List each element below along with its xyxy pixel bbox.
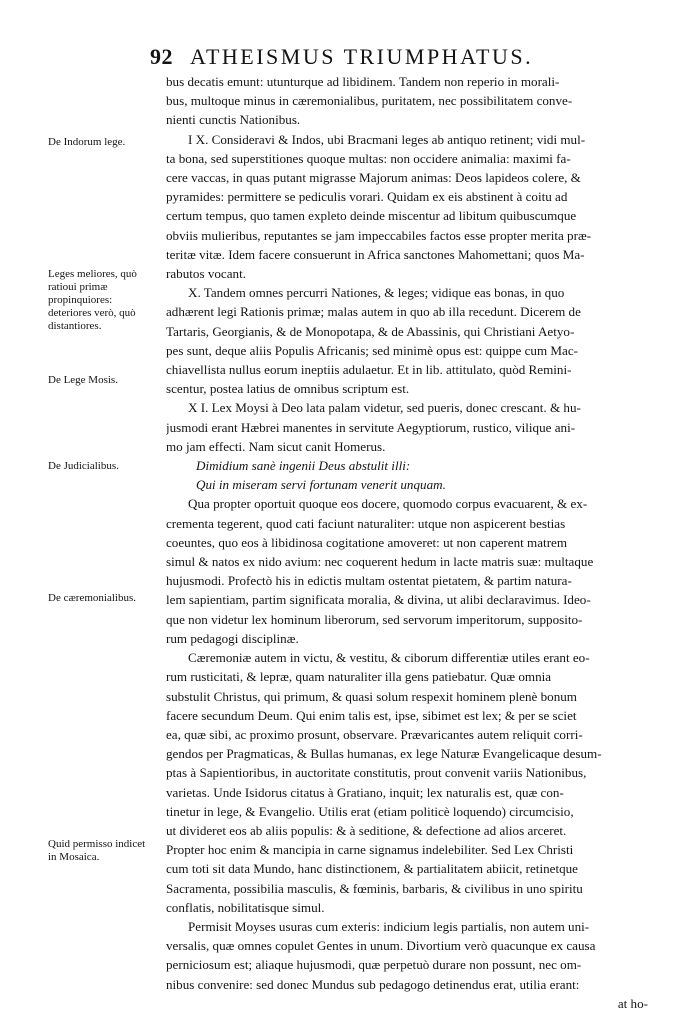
text-line: Sacramenta, possibilia masculis, & fœminis, barbaris, & civilibus in uno spiritu bbox=[166, 880, 583, 896]
text-line: ptas à Sapientioribus, in auctoritate constitutis, prout convenit variis Nationibus, bbox=[166, 765, 587, 781]
margin-note-judicialibus: De Judicialibus. bbox=[48, 460, 119, 472]
text-line: gendos per Pragmaticas, & Bullas humanas, ex lege Naturæ Evangelicaque desum- bbox=[166, 746, 602, 762]
text-line: I X. Consideravi & Indos, ubi Bracmani leges ab antiquo retinent; vidi mul- bbox=[188, 131, 586, 147]
text-line: cere vaccas, in quas putant migrasse Majorum animas: Deos lapideos colere, & bbox=[166, 170, 581, 186]
text-line: obviis mulieribus, reputantes se jam impeccabiles factos esse propter merita præ- bbox=[166, 227, 592, 243]
text-line: substulit Christus, qui primum, & quasi solum respexit hominem plenè bonum bbox=[166, 688, 577, 704]
body-text bbox=[166, 72, 648, 1013]
text-line: ta bona, sed superstitiones quoque multas: non occidere animalia: maximi fa- bbox=[166, 150, 571, 166]
text-line: nibus convenire: sed donec Mundus sub pedagogo detinendus erat, utilia erant: bbox=[166, 976, 580, 992]
text-line: chiavellista nullus eorum ineptiis adulaetur. Et in lib. attitulato, quòd Remini- bbox=[166, 362, 572, 378]
text-line: X I. Lex Moysi à Deo lata palam videtur, sed pueris, donec crescant. & hu- bbox=[188, 400, 581, 416]
margin-note-caeremonialibus: De cæremonialibus. bbox=[48, 592, 136, 604]
text-line: perniciosum est; aliaque hujusmodi, quæ perpetuò durare non possunt, nec om- bbox=[166, 957, 582, 973]
text-line: crementa tegerent, quod cati faciunt naturaliter: utque non aspicerent bestias bbox=[166, 515, 566, 531]
margin-note-indorum: De Indorum lege. bbox=[48, 136, 126, 148]
catchword: at ho- bbox=[617, 995, 648, 1011]
running-title: ATHEISMUS TRIUMPHATUS. bbox=[190, 44, 534, 69]
text-line: X. Tandem omnes percurri Nationes, & leges; vidique eas bonas, in quo bbox=[188, 285, 565, 301]
text-line: teritæ vitæ. Idem facere consuerunt in Africa sanctones Mahomettani; quos Ma- bbox=[166, 246, 585, 262]
text-line: nienti cunctis Nationibus. bbox=[166, 112, 301, 128]
text-line: lem sapientiam, partim significata moralia, & divina, ut alibi declaravimus. Ideo- bbox=[166, 592, 591, 608]
text-line: bus, multoque minus in cæremonialibus, puritatem, nec possibilitatem conve- bbox=[166, 93, 573, 109]
margin-note-lege-mosis: De Lege Mosis. bbox=[48, 374, 118, 386]
text-line: bus decatis emunt: utunturque ad libidinem. Tandem non reperio in morali- bbox=[166, 74, 560, 89]
text-line: hujusmodi. Profectò his in edictis multam ostentat pietatem, & partim natura- bbox=[166, 573, 572, 589]
text-line: facere secundum Deum. Qui enim talis est, ipse, sibimet est lex; & per se sciet bbox=[166, 707, 577, 723]
text-line: rum rusticitati, & lepræ, quam naturaliter illa gens patiebatur. Quæ omnia bbox=[166, 669, 552, 685]
text-line: conflatis, nobilitatisque simul. bbox=[166, 899, 325, 915]
text-line: Propter hoc enim & mancipia in carne signamus indelebiliter. Sed Lex Christi bbox=[166, 842, 574, 858]
text-line: certum tempus, quo tamen expleto deinde miscentur ad libitum quibuscumque bbox=[166, 208, 577, 224]
text-line: Permisit Moyses usuras cum exteris: indicium legis partialis, non autem uni- bbox=[188, 918, 590, 934]
page-header bbox=[0, 44, 700, 74]
text-line: ea, quæ sibi, ac proximo prosunt, observare. Prævaricantes autem reliquit corri- bbox=[166, 726, 583, 742]
text-line: versalis, quæ omnes copulet Gentes in unum. Divortium verò quacunque ex causa bbox=[166, 938, 596, 954]
margin-note-quid-permisso: Quid permisso indicet in Mosaica. bbox=[48, 838, 146, 863]
text-line: rum pedagogi disciplinæ. bbox=[166, 630, 299, 646]
text-line: scentur, postea latius de omnibus scriptum est. bbox=[166, 381, 410, 397]
text-line: cum toti sit data Mundo, hanc distinctionem, & partialitatem abiicit, retinetque bbox=[166, 861, 578, 877]
text-line: rabutos vocant. bbox=[166, 266, 246, 282]
text-line: mo jam effecti. Nam sicut canit Homerus. bbox=[166, 438, 386, 454]
text-line: Qua propter oportuit quoque eos docere, quomodo corpus evacuarent, & ex- bbox=[188, 496, 588, 512]
text-line: Cæremoniæ autem in victu, & vestitu, & ciborum differentiæ utiles erant eo- bbox=[188, 650, 590, 666]
text-line: pes sunt, deque aliis Populis Africanis; sed minimè opus est: quippe cum Mac- bbox=[166, 342, 579, 358]
verse-line: Dimidium sanè ingenii Deus abstulit illi: bbox=[196, 458, 411, 474]
verse-line: Qui in miseram servi fortunam venerit unquam. bbox=[196, 477, 446, 493]
text-line: pyramides: permittere se pediculis vorari. Quidam ex eis abstinent à coitu ad bbox=[166, 189, 568, 205]
text-line: simul & natos ex nido avium: nec coquerent hedum in lacte matris suæ: multaque bbox=[166, 554, 594, 570]
text-line: ut divideret eos ab aliis populis: & à seditione, & defectione ad alios arceret. bbox=[166, 822, 567, 838]
text-line: Tartaris, Georgianis, & de Monopotapa, & de Abassinis, qui Christiani Aetyo- bbox=[166, 323, 575, 339]
margin-note-leges-meliores: Leges meliores, quò ratioui primæ propinquiores: deteriores verò, quò distantiores. bbox=[48, 268, 137, 332]
text-line: adhærent legi Rationis primæ; malas autem in quo ab illa recedunt. Dicerem de bbox=[166, 304, 581, 320]
text-line: coeuntes, quo eos à libidinosa cogitatione amoveret: ut non caperent matrem bbox=[166, 534, 568, 550]
text-line: jusmodi erant Hæbrei manentes in servitute Aegyptiorum, rustico, vilique ani- bbox=[166, 419, 576, 435]
text-line: tinetur in lege, & Evangelio. Utilis erat (etiam politicè loquendo) circumcisio, bbox=[166, 803, 574, 819]
text-line: varietas. Unde Isidorus citatus à Gratiano, inquit; lex naturalis est, quæ con- bbox=[166, 784, 564, 800]
page-number: 92 bbox=[150, 44, 173, 69]
text-line: que non videtur lex hominum liberorum, sed servorum imperitorum, supposito- bbox=[166, 611, 583, 627]
